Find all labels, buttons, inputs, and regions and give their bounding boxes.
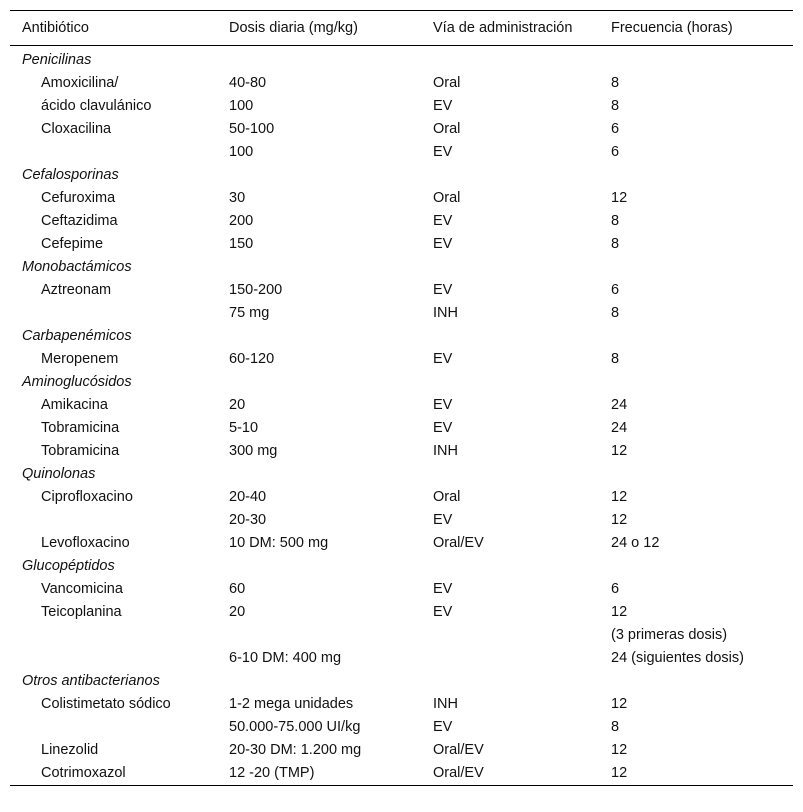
cell-antibiotic: Levofloxacino bbox=[41, 534, 130, 551]
cell-frequency: 6 bbox=[611, 580, 620, 597]
empty-cell bbox=[217, 46, 421, 72]
cell-antibiotic bbox=[10, 623, 217, 646]
cell-route: EV bbox=[433, 419, 453, 436]
cell-antibiotic: Colistimetato sódico bbox=[41, 695, 171, 712]
category-label: Aminoglucósidos bbox=[22, 373, 132, 390]
cell-frequency: 24 (siguientes dosis) bbox=[611, 649, 744, 666]
cell-route: EV bbox=[433, 580, 453, 597]
cell-frequency: 12 bbox=[611, 695, 628, 712]
empty-cell bbox=[421, 669, 599, 692]
empty-cell bbox=[599, 324, 793, 347]
cell-antibiotic: Cloxacilina bbox=[41, 120, 112, 137]
table-row bbox=[10, 600, 793, 623]
table-row bbox=[10, 140, 793, 163]
empty-cell bbox=[217, 462, 421, 485]
category-row bbox=[10, 46, 793, 72]
empty-cell bbox=[599, 163, 793, 186]
cell-daily-dose: 50.000-75.000 UI/kg bbox=[229, 718, 361, 735]
cell-route: EV bbox=[433, 603, 453, 620]
cell-antibiotic: Tobramicina bbox=[41, 442, 120, 459]
cell-daily-dose: 60-120 bbox=[229, 350, 275, 367]
table-row bbox=[10, 347, 793, 370]
cell-antibiotic: Amikacina bbox=[41, 396, 108, 413]
cell-route: EV bbox=[433, 718, 453, 735]
cell-daily-dose: 20 bbox=[229, 603, 246, 620]
cell-route bbox=[421, 623, 599, 646]
cell-daily-dose: 30 bbox=[229, 189, 246, 206]
cell-frequency: 8 bbox=[611, 350, 620, 367]
table-row bbox=[10, 71, 793, 94]
cell-frequency: 8 bbox=[611, 97, 620, 114]
header-frequency: Frecuencia (horas) bbox=[599, 11, 793, 46]
table-row bbox=[10, 209, 793, 232]
cell-route: Oral bbox=[433, 74, 461, 91]
cell-frequency: 12 bbox=[611, 511, 628, 528]
cell-daily-dose: 300 mg bbox=[229, 442, 278, 459]
table-row bbox=[10, 416, 793, 439]
category-row bbox=[10, 324, 793, 347]
cell-daily-dose: 40-80 bbox=[229, 74, 267, 91]
cell-frequency: 8 bbox=[611, 74, 620, 91]
cell-antibiotic: Teicoplanina bbox=[41, 603, 122, 620]
cell-antibiotic: Ceftazidima bbox=[41, 212, 118, 229]
cell-frequency: 24 bbox=[611, 419, 628, 436]
cell-antibiotic: ácido clavulánico bbox=[41, 97, 152, 114]
cell-daily-dose: 200 bbox=[229, 212, 254, 229]
cell-frequency: 24 o 12 bbox=[611, 534, 660, 551]
cell-frequency: 8 bbox=[611, 718, 620, 735]
cell-frequency: 12 bbox=[611, 603, 628, 620]
cell-antibiotic: Amoxicilina/ bbox=[41, 74, 119, 91]
empty-cell bbox=[217, 324, 421, 347]
table-row bbox=[10, 439, 793, 462]
cell-daily-dose: 75 mg bbox=[229, 304, 270, 321]
cell-route bbox=[421, 646, 599, 669]
category-label: Penicilinas bbox=[22, 51, 92, 68]
table-row bbox=[10, 738, 793, 761]
empty-cell bbox=[599, 370, 793, 393]
category-row bbox=[10, 554, 793, 577]
cell-frequency: 12 bbox=[599, 761, 793, 786]
cell-frequency: 8 bbox=[611, 212, 620, 229]
cell-daily-dose: 150 bbox=[229, 235, 254, 252]
cell-frequency: 12 bbox=[611, 189, 628, 206]
category-row bbox=[10, 669, 793, 692]
cell-antibiotic bbox=[10, 140, 217, 163]
category-label: Quinolonas bbox=[22, 465, 96, 482]
empty-cell bbox=[599, 669, 793, 692]
header-route: Vía de administración bbox=[421, 11, 599, 46]
table-row bbox=[10, 623, 793, 646]
cell-route: EV bbox=[433, 281, 453, 298]
table-row bbox=[10, 692, 793, 715]
category-row bbox=[10, 462, 793, 485]
cell-daily-dose: 60 bbox=[229, 580, 246, 597]
cell-frequency: 12 bbox=[611, 442, 628, 459]
category-label: Carbapenémicos bbox=[22, 327, 132, 344]
cell-route: Oral/EV bbox=[433, 534, 484, 551]
cell-antibiotic: Cefuroxima bbox=[41, 189, 116, 206]
cell-antibiotic: Cotrimoxazol bbox=[10, 761, 217, 786]
cell-antibiotic: Cefepime bbox=[41, 235, 104, 252]
table-row bbox=[10, 485, 793, 508]
cell-route: Oral/EV bbox=[433, 741, 484, 758]
table-row bbox=[10, 761, 793, 786]
category-label: Glucopéptidos bbox=[22, 557, 115, 574]
empty-cell bbox=[217, 255, 421, 278]
table-row bbox=[10, 531, 793, 554]
table-row bbox=[10, 94, 793, 117]
cell-antibiotic: Tobramicina bbox=[41, 419, 120, 436]
cell-daily-dose: 20-30 bbox=[229, 511, 267, 528]
empty-cell bbox=[421, 554, 599, 577]
category-label: Monobactámicos bbox=[22, 258, 132, 275]
cell-antibiotic bbox=[10, 508, 217, 531]
header-row bbox=[10, 11, 793, 46]
antibiotic-dosage-table bbox=[10, 10, 793, 786]
empty-cell bbox=[421, 255, 599, 278]
cell-daily-dose: 10 DM: 500 mg bbox=[229, 534, 329, 551]
empty-cell bbox=[421, 46, 599, 72]
cell-antibiotic: Vancomicina bbox=[41, 580, 123, 597]
empty-cell bbox=[217, 370, 421, 393]
cell-antibiotic bbox=[10, 715, 217, 738]
cell-route: INH bbox=[433, 442, 458, 459]
cell-daily-dose: 50-100 bbox=[229, 120, 275, 137]
table-body bbox=[10, 46, 793, 786]
cell-daily-dose: 100 bbox=[229, 143, 254, 160]
empty-cell bbox=[217, 554, 421, 577]
cell-antibiotic bbox=[10, 301, 217, 324]
cell-daily-dose: 20-30 DM: 1.200 mg bbox=[229, 741, 362, 758]
cell-daily-dose: 12 -20 (TMP) bbox=[217, 761, 421, 786]
table-header bbox=[10, 11, 793, 46]
empty-cell bbox=[599, 554, 793, 577]
cell-daily-dose bbox=[217, 623, 421, 646]
table-row bbox=[10, 646, 793, 669]
cell-route: Oral/EV bbox=[421, 761, 599, 786]
table-row bbox=[10, 186, 793, 209]
cell-antibiotic: Linezolid bbox=[41, 741, 99, 758]
cell-route: EV bbox=[433, 511, 453, 528]
table-row bbox=[10, 577, 793, 600]
table-row bbox=[10, 715, 793, 738]
category-label: Otros antibacterianos bbox=[22, 672, 160, 689]
cell-frequency: 12 bbox=[611, 488, 628, 505]
cell-frequency: 8 bbox=[611, 235, 620, 252]
cell-frequency: 12 bbox=[611, 741, 628, 758]
category-row bbox=[10, 163, 793, 186]
cell-daily-dose: 6-10 DM: 400 mg bbox=[229, 649, 342, 666]
table-row bbox=[10, 301, 793, 324]
cell-frequency: 6 bbox=[611, 143, 620, 160]
cell-daily-dose: 20-40 bbox=[229, 488, 267, 505]
empty-cell bbox=[421, 324, 599, 347]
category-row bbox=[10, 255, 793, 278]
cell-route: EV bbox=[433, 143, 453, 160]
table-row bbox=[10, 278, 793, 301]
antibiotic-dosage-table-container bbox=[10, 10, 793, 786]
cell-route: Oral bbox=[433, 488, 461, 505]
cell-antibiotic: Meropenem bbox=[41, 350, 119, 367]
category-label: Cefalosporinas bbox=[22, 166, 119, 183]
empty-cell bbox=[599, 462, 793, 485]
cell-route: EV bbox=[433, 350, 453, 367]
table-row bbox=[10, 232, 793, 255]
cell-daily-dose: 100 bbox=[229, 97, 254, 114]
cell-daily-dose: 150-200 bbox=[229, 281, 283, 298]
category-row bbox=[10, 370, 793, 393]
table-row bbox=[10, 508, 793, 531]
table-row bbox=[10, 393, 793, 416]
cell-route: EV bbox=[433, 396, 453, 413]
table-row bbox=[10, 117, 793, 140]
cell-route: INH bbox=[433, 304, 458, 321]
cell-route: EV bbox=[433, 212, 453, 229]
cell-route: Oral bbox=[433, 120, 461, 137]
empty-cell bbox=[421, 370, 599, 393]
cell-route: Oral bbox=[433, 189, 461, 206]
cell-daily-dose: 20 bbox=[229, 396, 246, 413]
cell-antibiotic: Aztreonam bbox=[41, 281, 112, 298]
header-antibiotic: Antibiótico bbox=[10, 11, 217, 46]
cell-frequency: (3 primeras dosis) bbox=[611, 626, 728, 643]
header-daily-dose: Dosis diaria (mg/kg) bbox=[217, 11, 421, 46]
empty-cell bbox=[217, 163, 421, 186]
cell-frequency: 6 bbox=[611, 120, 620, 137]
cell-antibiotic bbox=[10, 646, 217, 669]
cell-daily-dose: 5-10 bbox=[229, 419, 259, 436]
cell-antibiotic: Ciprofloxacino bbox=[41, 488, 133, 505]
cell-route: INH bbox=[433, 695, 458, 712]
cell-route: EV bbox=[433, 235, 453, 252]
cell-frequency: 24 bbox=[611, 396, 628, 413]
cell-frequency: 6 bbox=[611, 281, 620, 298]
empty-cell bbox=[421, 163, 599, 186]
cell-daily-dose: 1-2 mega unidades bbox=[229, 695, 354, 712]
cell-route: EV bbox=[433, 97, 453, 114]
empty-cell bbox=[599, 46, 793, 72]
empty-cell bbox=[421, 462, 599, 485]
cell-frequency: 8 bbox=[611, 304, 620, 321]
empty-cell bbox=[599, 255, 793, 278]
empty-cell bbox=[217, 669, 421, 692]
